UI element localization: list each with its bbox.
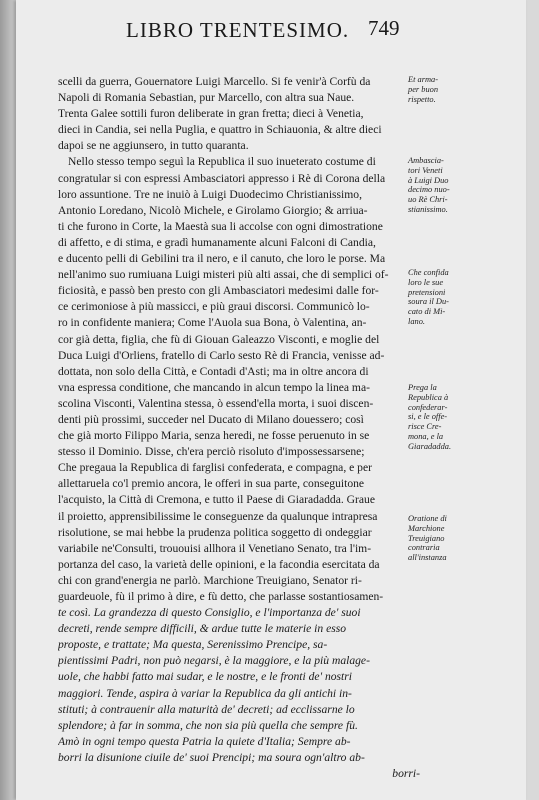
text-line: ti che furono in Corte, la Maestà sua li accolse con ogni dimostratione [58, 219, 383, 233]
text-line: splendore; à far in somma, che non sia più quella che sempre fù. [58, 718, 358, 732]
text-line: congratular si con espressi Ambasciatori appresso i Rè di Corona della [58, 171, 386, 185]
text-line: loro assuntione. Tre ne inuiò à Luigi Duodecimo Christianissimo, [58, 187, 362, 201]
text-line: denti più prossimi, succeder nel Ducato di Milano douessero; così [58, 412, 364, 426]
margin-note-cremona [408, 383, 451, 452]
text-line: scelli da guerra, Gouernatore Luigi Marcello. Si fe venir'à Corfù da [58, 75, 371, 88]
text-line: dottata, non solo della Città, e Contadi d'Asti; ma in oltre ancora di [58, 364, 369, 378]
margin-note-line: Prega la [408, 383, 437, 392]
running-title: LIBRO TRENTESIMO. [126, 18, 350, 42]
text-line: te così. La grandezza di questo Consiglio, e l'importanza de' suoi [58, 606, 361, 620]
text-line: borri la disunione ciuile de' suoi Prencipi; ma soura ogn'altro ab- [58, 750, 365, 764]
margin-note-line: tori Veneti [408, 165, 443, 175]
margin-note-line: lano. [408, 316, 425, 326]
text-line: variabile ne'Consulti, trououisi allhora il Venetiano Senato, tra l'im- [58, 541, 372, 555]
margin-note-line: risce Cre- [408, 422, 442, 432]
margin-note-line: stianissimo. [408, 204, 448, 214]
text-line: uole, che habbi fatto mai sudar, e le nostre, e le fronti de' nostri [58, 670, 353, 684]
text-line: allettaruela co'l premio ancora, le offeri in sua parte, conseguitone [58, 477, 365, 491]
text-line: Napoli di Romania Sebastian, pur Marcello, con altra sua Naue. [58, 91, 355, 105]
margin-note-line: pretensioni [408, 287, 446, 297]
margin-note-line: Che confida [408, 268, 449, 277]
text-line: scolina Visconti, Valentina stessa, ò essend'ella morta, i suoi discen- [58, 396, 374, 410]
text-line: stesso il Dominio. Disse, ch'era perciò risoluto d'impossessarsene; [58, 445, 365, 459]
text-line: borri- [392, 767, 420, 781]
margin-note-line: Oratione di [408, 514, 447, 523]
text-line: ce cerimoniose à più massicci, e più graui discorsi. Communicò lo- [58, 300, 370, 314]
margin-note-line: confederar- [408, 402, 448, 412]
text-line: di affetto, e di stima, e gradì humanamente alcuni Falconi di Candia, [58, 235, 376, 249]
text-line: vna espressa conditione, che mancando in alcun tempo la linea ma- [58, 380, 370, 394]
text-line: decreti, rende sempre difficili, & ardue tutte le materie in esso [58, 622, 347, 636]
page-header [16, 8, 526, 48]
margin-note-line: mona, e la [408, 431, 444, 441]
text-line: e ducento pelli di Gebilini tra il nero, e il canuto, che loro le porse. Ma [58, 252, 386, 266]
text-line: l'acquisto, la Città di Cremona, e tutto il Paese di Giaradadda. Graue [58, 493, 375, 507]
text-line: dieci in Candia, sei nella Puglia, e quattro in Schiauonia, & altre dieci [58, 123, 382, 137]
margin-note-line: rispetto. [408, 94, 436, 104]
margin-note-line: Marchione [408, 523, 445, 533]
margin-note-line: Treuigiano [408, 533, 445, 543]
margin-note-arms [408, 75, 438, 104]
margin-note-ambassadors [408, 156, 450, 215]
text-line: Antonio Loredano, Nicolò Michele, e Girolamo Giorgio; & arriua- [58, 203, 368, 217]
book-page [16, 0, 526, 800]
book-gutter-edge [0, 0, 16, 800]
text-line: Amò in ogni tempo questa Patria la quiete d'Italia; Sempre ab- [58, 734, 351, 748]
text-line: il proietto, apprensibilissime le conseguenze da qualunque intrapresa [58, 509, 378, 523]
text-line: nell'animo suo rumiuana Luigi misteri più alti assai, che di semplici of- [58, 268, 389, 282]
margin-note-line: Et arma- [408, 75, 439, 84]
text-line: proposte, e trattate; Ma questa, Serenissimo Prencipe, sa- [58, 638, 328, 652]
text-line: pientissimi Padri, non può negarsi, è la maggiore, e la più malage- [58, 654, 370, 668]
margin-note-line: uo Rè Chri- [408, 195, 448, 205]
margin-note-line: contraria [408, 543, 440, 553]
text-line: Duca Luigi d'Orliens, fratello di Carlo sesto Rè di Francia, venisse ad- [58, 348, 385, 362]
margin-note-line: cato di Mi- [408, 307, 446, 317]
text-line: che già morto Filippo Maria, senza heredi, ne fosse peruenuto in se [58, 429, 370, 443]
margin-note-line: loro le sue [408, 277, 444, 287]
text-line: maggiori. Tende, aspira à variar la Republica da gli antichi in- [58, 686, 352, 700]
text-line: Nello stesso tempo seguì la Republica il suo inueterato costume di [68, 155, 376, 169]
text-line: cor già detta, figlia, che fù di Giouan Galeazzo Visconti, e moglie del [58, 332, 380, 346]
text-line: chi con grand'energia ne parlò. Marchione Treuigiano, Senator ri- [58, 573, 362, 587]
text-line: guardeuole, fù il primo à dire, e fù detto, che parlasse sostantiosamen- [58, 590, 384, 603]
margin-note-line: soura il Du- [408, 297, 449, 307]
text-line: stituti; à contrauenir alla maturità de' decreti; ad ecclissarne lo [58, 702, 355, 716]
margin-note-line: decimo nuo- [408, 185, 450, 195]
text-line: risolutione, se mai hebbe la prudenza politica soggetto di ondeggiar [58, 525, 372, 539]
text-line: Trenta Galee sottili furon deliberate in gran fretta; dieci à Venetia, [58, 107, 364, 121]
page-number: 749 [368, 16, 400, 40]
margin-note-line: Republica à [408, 392, 449, 402]
margin-note-line: Giaradadda. [408, 441, 452, 451]
margin-note-pretensions [408, 268, 449, 327]
body-text [58, 74, 420, 782]
margin-note-line: à Luigi Duo [408, 175, 449, 185]
text-line: Che pregaua la Republica di farglisi confederata, e compagna, e per [58, 461, 372, 475]
margin-note-line: per buon [408, 84, 439, 94]
text-line: ro in confidente maniera; Come l'Auola sua Bona, ò Valentina, an- [58, 316, 367, 330]
margin-note-oration [408, 514, 447, 563]
margin-note-line: Ambascia- [408, 156, 444, 165]
margin-note-line: all'instanza [408, 553, 447, 563]
text-line: ficiosità, e passò ben presto con gli Ambasciatori medesimi dalle for- [58, 284, 379, 298]
text-line: portanza del caso, la varietà delle opinioni, e la facondia esercitata da [58, 557, 380, 571]
text-line: dapoi se ne aggiunsero, in tutto quaranta. [58, 139, 249, 153]
margin-note-line: si, e le offe- [408, 412, 448, 422]
